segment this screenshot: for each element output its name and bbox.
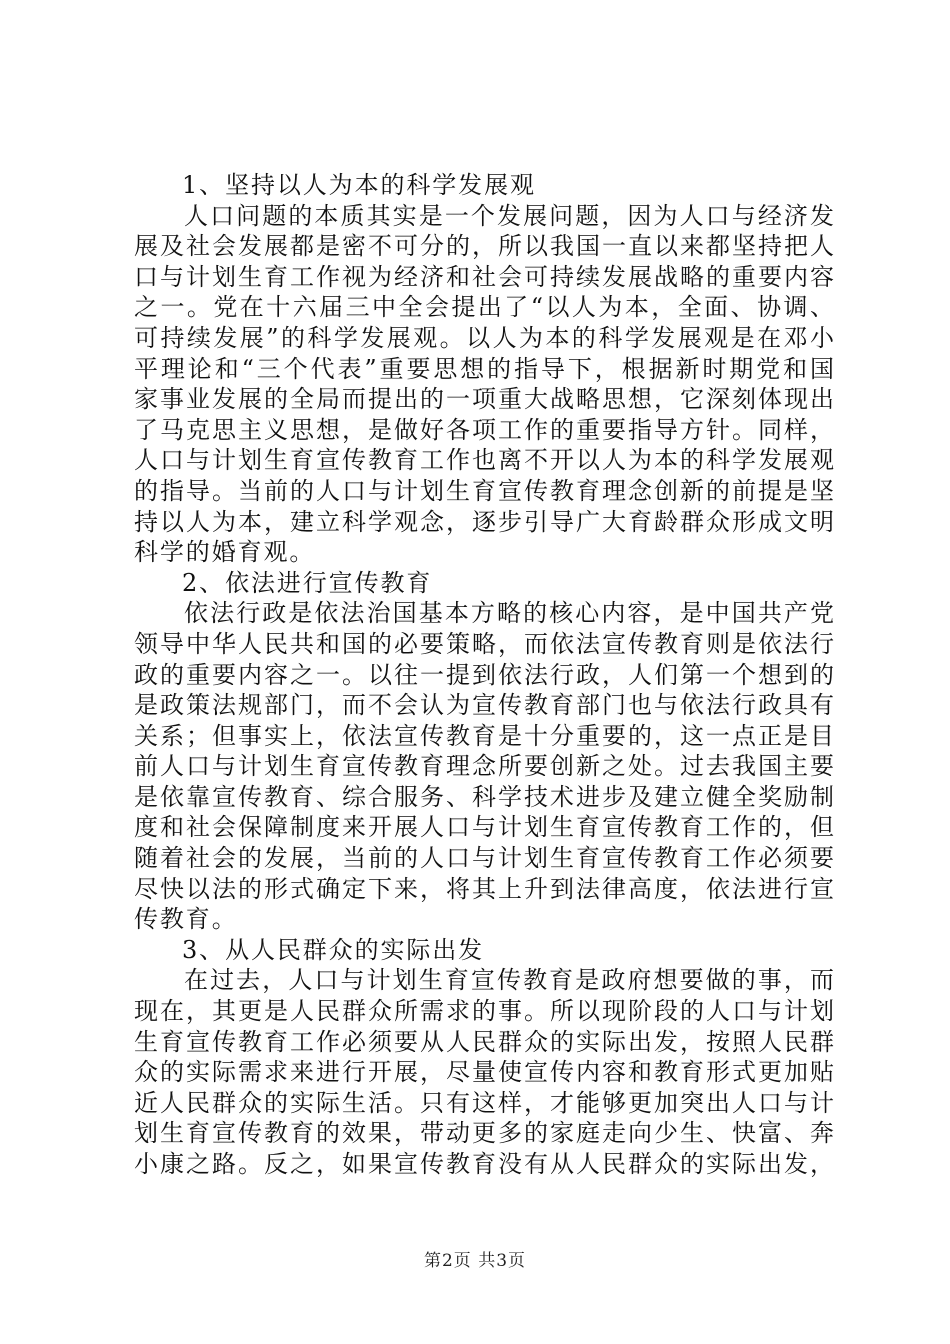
paragraph-line: 持以人为本，建立科学观念，逐步引导广大育龄群众形成文明 <box>134 507 834 536</box>
paragraph-line: 度和社会保障制度来开展人口与计划生育宣传教育工作的，但 <box>134 813 834 842</box>
paragraph-line: 口与计划生育工作视为经济和社会可持续发展战略的重要内容 <box>134 262 834 291</box>
paragraph-line: 展及社会发展都是密不可分的，所以我国一直以来都坚持把人 <box>134 232 834 261</box>
paragraph-last-line: 传教育。 <box>134 905 238 934</box>
paragraph-first-line: 在过去，人口与计划生育宣传教育是政府想要做的事，而 <box>184 966 834 995</box>
paragraph-last-line: 科学的婚育观。 <box>134 538 316 567</box>
paragraph-line: 人口与计划生育宣传教育工作也离不开以人为本的科学发展观 <box>134 446 834 475</box>
paragraph-line: 是政策法规部门，而不会认为宣传教育部门也与依法行政具有 <box>134 691 834 720</box>
paragraph-line: 的指导。当前的人口与计划生育宣传教育理念创新的前提是坚 <box>134 476 834 505</box>
section-heading: 3、从人民群众的实际出发 <box>182 935 485 964</box>
paragraph-line: 划生育宣传教育的效果，带动更多的家庭走向少生、快富、奔 <box>134 1119 834 1148</box>
paragraph-line: 领导中华人民共和国的必要策略，而依法宣传教育则是依法行 <box>134 629 834 658</box>
paragraph-first-line: 人口问题的本质其实是一个发展问题，因为人口与经济发 <box>184 201 834 230</box>
paragraph-line: 随着社会的发展，当前的人口与计划生育宣传教育工作必须要 <box>134 844 834 873</box>
paragraph-line: 平理论和“三个代表”重要思想的指导下，根据新时期党和国 <box>134 354 834 383</box>
paragraph-line: 关系；但事实上，依法宣传教育是十分重要的，这一点正是目 <box>134 721 834 750</box>
paragraph-line: 了马克思主义思想，是做好各项工作的重要指导方针。同样， <box>134 415 834 444</box>
document-body <box>134 170 834 1180</box>
paragraph-line: 家事业发展的全局而提出的一项重大战略思想，它深刻体现出 <box>134 385 834 414</box>
paragraph-line: 现在，其更是人民群众所需求的事。所以现阶段的人口与计划 <box>134 997 834 1026</box>
paragraph-line: 近人民群众的实际生活。只有这样，才能够更加突出人口与计 <box>134 1088 834 1117</box>
paragraph-line: 尽快以法的形式确定下来，将其上升到法律高度，依法进行宣 <box>134 874 834 903</box>
paragraph-line: 可持续发展”的科学发展观。以人为本的科学发展观是在邓小 <box>134 323 834 352</box>
paragraph-line: 小康之路。反之，如果宣传教育没有从人民群众的实际出发， <box>134 1150 834 1178</box>
page-footer: 第2页 共3页 <box>423 1251 527 1271</box>
paragraph-line: 前人口与计划生育宣传教育理念所要创新之处。过去我国主要 <box>134 752 834 781</box>
paragraph-line: 政的重要内容之一。以往一提到依法行政，人们第一个想到的 <box>134 660 834 689</box>
paragraph-first-line: 依法行政是依法治国基本方略的核心内容，是中国共产党 <box>184 599 834 628</box>
section-heading: 2、依法进行宣传教育 <box>182 568 433 597</box>
paragraph-line: 众的实际需求来进行开展，尽量使宣传内容和教育形式更加贴 <box>134 1058 834 1087</box>
paragraph-line: 生育宣传教育工作必须要从人民群众的实际出发，按照人民群 <box>134 1027 834 1056</box>
paragraph-line: 是依靠宣传教育、综合服务、科学技术进步及建立健全奖励制 <box>134 782 834 811</box>
section-heading: 1、坚持以人为本的科学发展观 <box>182 171 536 199</box>
paragraph-line: 之一。党在十六届三中全会提出了“以人为本，全面、协调、 <box>134 293 834 322</box>
